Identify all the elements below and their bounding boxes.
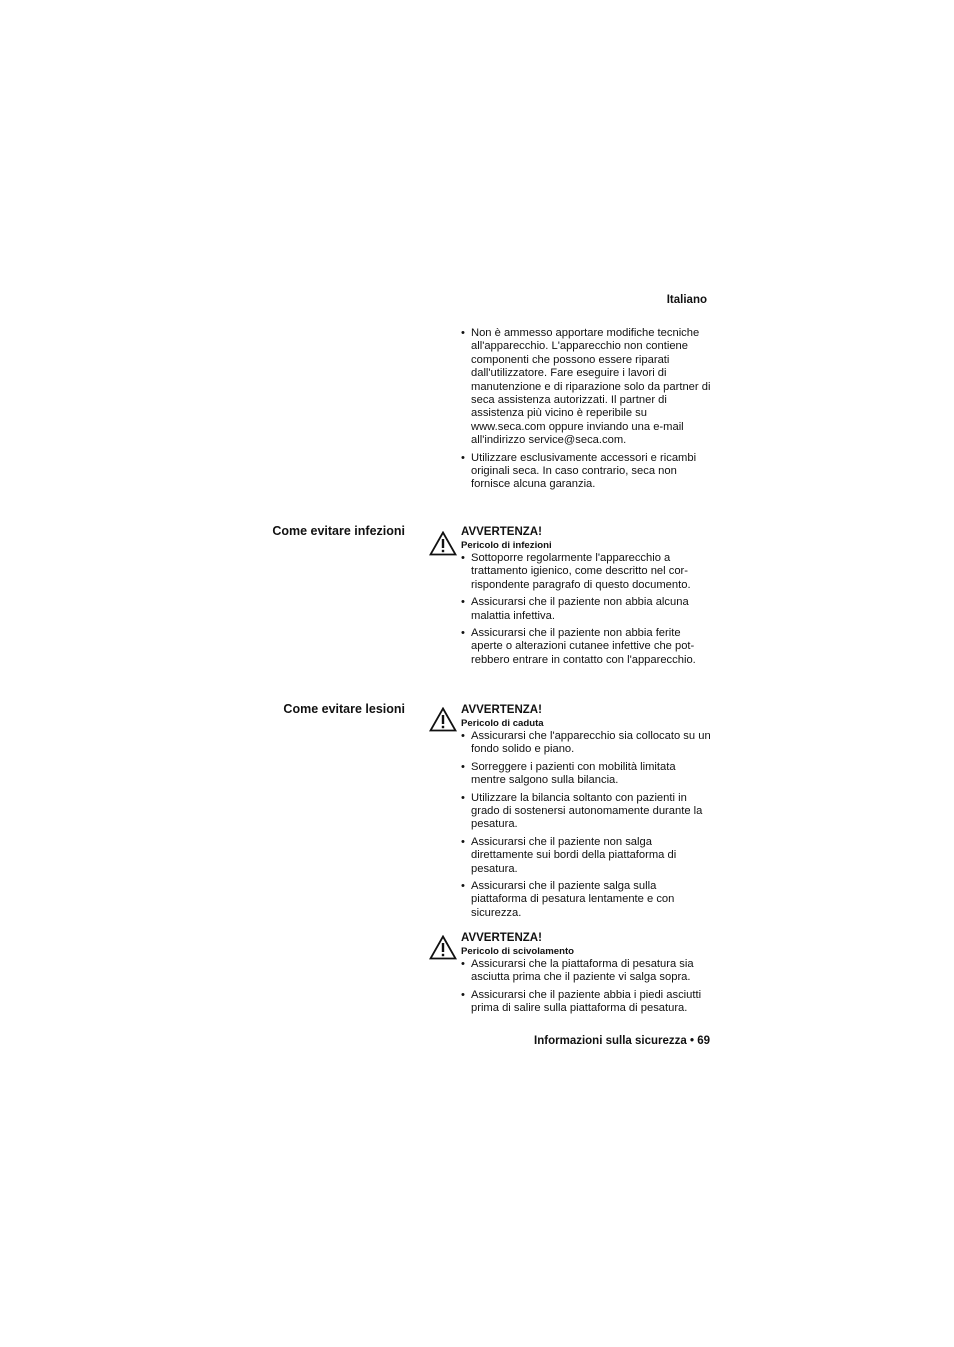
- warning-block-slip: [461, 931, 711, 1020]
- warning-block-fall: [461, 703, 711, 924]
- list-item: • Utilizzare esclusivamente accessori e ricambi originali seca. In caso contrario, seca non fornisce alcuna garanzia.: [461, 452, 711, 492]
- language-label: Italiano: [666, 294, 707, 306]
- warning-subheading: Pericolo di infezioni: [461, 540, 552, 551]
- section-title-injury: Come evitare lesioni: [283, 702, 405, 716]
- warning-heading: AVVERTENZA!: [461, 704, 542, 716]
- section-title-infection: Come evitare infezioni: [272, 524, 405, 538]
- warning-triangle-icon: [429, 707, 457, 732]
- list-item: • Sottoporre regolarmente l'apparecchio a trattamento igienico, come descritto nel cor-rispondente paragrafo di questo documento.: [461, 552, 711, 592]
- list-item: • Assicurarsi che l'apparecchio sia collocato su un fondo solido e piano.: [461, 730, 711, 757]
- list-item: • Assicurarsi che il paziente non abbia ferite aperte o alterazioni cutanee infettive che pot-rebbero entrare in contatto con l'apparecchio.: [461, 627, 711, 667]
- list-item: • Assicurarsi che il paziente non salga direttamente sui bordi della piattaforma di pesatura.: [461, 836, 711, 876]
- warning-block-infection: [461, 525, 711, 671]
- list-item: • Utilizzare la bilancia soltanto con pazienti in grado di sostenersi autonomamente durante la pesatura.: [461, 792, 711, 832]
- warning-subheading: Pericolo di caduta: [461, 718, 544, 729]
- intro-bullets: [461, 327, 711, 496]
- warning-triangle-icon: [429, 935, 457, 960]
- list-item: • Assicurarsi che la piattaforma di pesatura sia asciutta prima che il paziente vi salga sopra.: [461, 958, 711, 985]
- warning-subheading: Pericolo di scivolamento: [461, 946, 575, 957]
- warning-heading: AVVERTENZA!: [461, 526, 542, 538]
- warning-triangle-icon: [429, 531, 457, 556]
- list-item: • Non è ammesso apportare modifiche tecniche all'apparecchio. L'apparecchio non contiene componenti che possono essere riparati dall'utilizzatore. Fare eseguire i lavori di manutenzione e di riparazione solo da partner di seca assistenza autorizzati. Il partner di assistenza più vicino è reperibile su www.seca.com oppure inviando una e-mail all'indirizzo service@seca.com.: [461, 327, 711, 448]
- list-item: • Assicurarsi che il paziente salga sulla piattaforma di pesatura lentamente e con sicurezza.: [461, 880, 711, 920]
- list-item: • Sorreggere i pazienti con mobilità limitata mentre salgono sulla bilancia.: [461, 761, 711, 788]
- list-item: • Assicurarsi che il paziente non abbia alcuna malattia infettiva.: [461, 596, 711, 623]
- list-item: • Assicurarsi che il paziente abbia i piedi asciutti prima di salire sulla piattaforma di pesatura.: [461, 989, 711, 1016]
- page-footer: Informazioni sulla sicurezza • 69: [534, 1035, 710, 1047]
- warning-heading: AVVERTENZA!: [461, 932, 542, 944]
